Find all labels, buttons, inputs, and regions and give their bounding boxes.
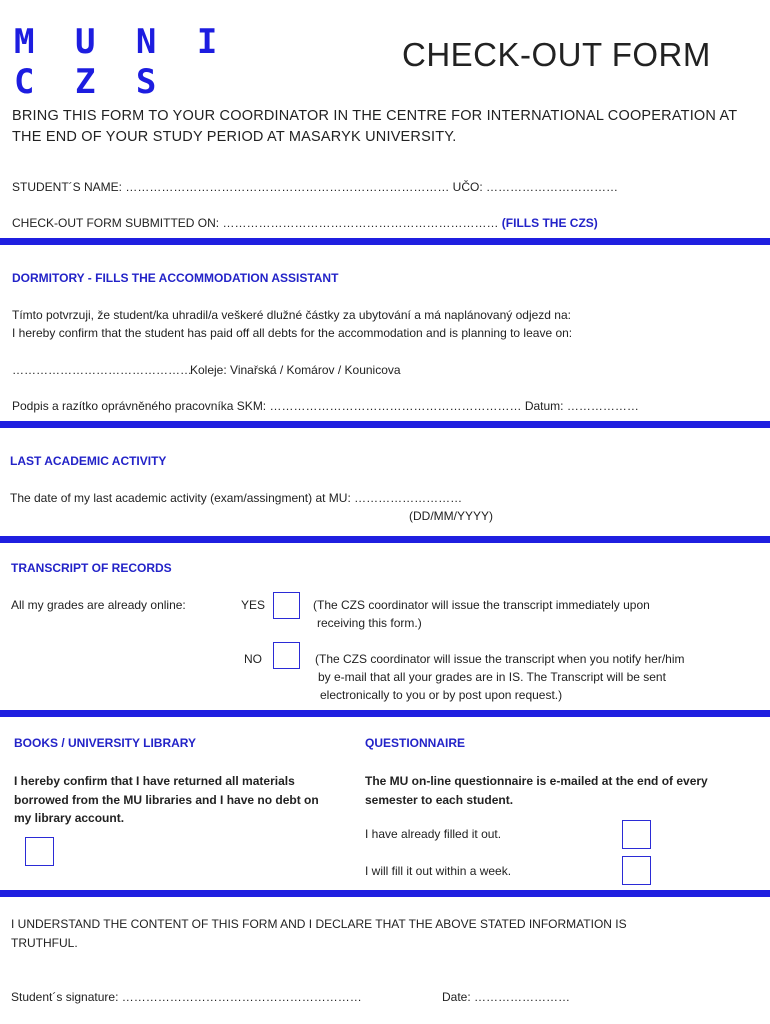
muni-czs-logo (14, 22, 227, 102)
dormitory-line-cz: Tímto potvrzuji, že student/ka uhradil/a veškeré dlužné částky za ubytování a má naplánovaný odjezd na: (12, 308, 571, 322)
questionnaire-option-1-label: I have already filled it out. (365, 827, 502, 841)
last-activity-field[interactable]: The date of my last academic activity (exam/assingment) at MU: ……………………… (10, 491, 463, 505)
library-checkbox[interactable] (25, 837, 54, 866)
yes-checkbox[interactable] (273, 592, 300, 619)
student-signature-field[interactable]: Student´s signature: …………………………………………………… (11, 990, 362, 1004)
library-line-2: borrowed from the MU libraries and I have no debt on (14, 792, 319, 807)
questionnaire-line-1: The MU on-line questionnaire is e-mailed at the end of every (365, 774, 708, 788)
declaration-line-2: TRUTHFUL. (11, 936, 78, 950)
questionnaire-filled-checkbox[interactable] (622, 820, 651, 849)
logo-line-2: C Z S (14, 62, 167, 102)
no-checkbox[interactable] (273, 642, 300, 669)
grades-online-label: All my grades are already online: (11, 598, 186, 612)
no-note-1: (The CZS coordinator will issue the transcript when you notify her/him (315, 652, 685, 666)
intro-text: BRING THIS FORM TO YOUR COORDINATOR IN THE CENTRE FOR INTERNATIONAL COOPERATION AT THE END OF YOUR STUDY PERIOD AT MASARYK UNIVERSITY. (12, 108, 738, 145)
questionnaire-text (365, 772, 708, 809)
logo-line-1: M U N I (14, 22, 228, 62)
library-heading: BOOKS / UNIVERSITY LIBRARY (14, 736, 197, 750)
questionnaire-line-2: semester to each student. (365, 792, 514, 807)
no-label: NO (244, 652, 262, 666)
yes-note-2: receiving this form.) (317, 616, 422, 630)
skm-signature-field[interactable]: Podpis a razítko oprávněného pracovníka SKM: ……………………………………………………… Datum: ……………… (12, 399, 639, 413)
no-note-2: by e-mail that all your grades are in IS. The Transcript will be sent (318, 670, 666, 684)
yes-note-1: (The CZS coordinator will issue the transcript immediately upon (313, 598, 650, 612)
dormitory-heading: DORMITORY - FILLS THE ACCOMMODATION ASSISTANT (12, 271, 339, 285)
dormitory-line-en: I hereby confirm that the student has paid off all debts for the accommodation and is planning to leave on: (12, 326, 573, 340)
transcript-heading: TRANSCRIPT OF RECORDS (11, 561, 172, 575)
date-format-hint: (DD/MM/YYYY) (409, 509, 493, 523)
submitted-on-label: CHECK-OUT FORM SUBMITTED ON: …………………………………………………………… (12, 216, 499, 230)
signature-date-field[interactable]: Date: …………………… (442, 990, 571, 1004)
questionnaire-heading: QUESTIONNAIRE (365, 736, 466, 750)
library-line-3: my library account. (14, 811, 125, 825)
questionnaire-later-checkbox[interactable] (622, 856, 651, 885)
divider (0, 890, 770, 897)
yes-label: YES (241, 598, 266, 612)
divider (0, 536, 770, 543)
no-note-3: electronically to you or by post upon request.) (320, 688, 563, 702)
koleje-label: Koleje: Vinařská / Komárov / Kounicova (190, 363, 401, 377)
departure-date-field[interactable]: ……………………………………… (12, 363, 192, 377)
library-line-1: I hereby confirm that I have returned all materials (14, 774, 295, 788)
last-activity-heading: LAST ACADEMIC ACTIVITY (10, 454, 167, 468)
library-text (14, 772, 319, 828)
page-title: CHECK-OUT FORM (402, 36, 711, 73)
divider (0, 238, 770, 245)
submitted-on-field[interactable] (12, 216, 598, 230)
divider (0, 710, 770, 717)
declaration-line-1: I UNDERSTAND THE CONTENT OF THIS FORM AND I DECLARE THAT THE ABOVE STATED INFORMATION IS (11, 917, 627, 931)
divider (0, 421, 770, 428)
questionnaire-option-2-label: I will fill it out within a week. (365, 864, 512, 878)
student-name-field[interactable]: STUDENT´S NAME: ……………………………………………………………………… UČO: …………………………… (12, 180, 619, 194)
submitted-on-note: (FILLS THE CZS) (501, 216, 598, 230)
